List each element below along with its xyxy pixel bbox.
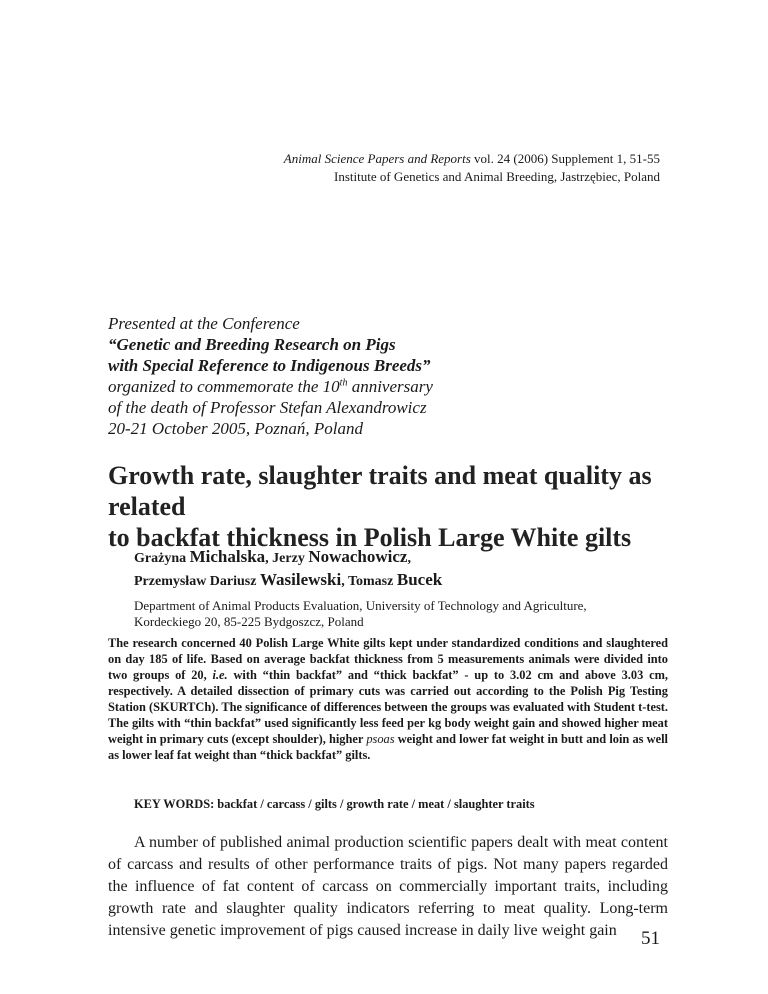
paper-title bbox=[108, 460, 688, 553]
author-separator: , bbox=[265, 551, 273, 566]
author-1-surname: Michalska bbox=[189, 547, 266, 566]
conference-line-2: “Genetic and Breeding Research on Pigs bbox=[108, 335, 396, 354]
author-4-surname: Bucek bbox=[396, 570, 443, 589]
journal-volume: vol. 24 (2006) Supplement 1, 51-55 bbox=[470, 151, 660, 166]
conference-line-5: of the death of Professor Stefan Alexandrowicz bbox=[108, 398, 427, 417]
conference-line-3: with Special Reference to Indigenous Breeds” bbox=[108, 356, 431, 375]
author-1-given: Grażyna bbox=[134, 551, 190, 566]
abstract-part-2: with “thin backfat” and “thick backfat” - up to 3.02 cm and above 3.03 cm, respectively. A detailed dissection of primary cuts was carried out according to the Polish Pig Testing Station (SKURTCh). The significance of differences between the groups was evaluated with Student t-test. The gilts with “thin backfat” used significantly less feed per kg body weight gain and showed higher meat weight in primary cuts (except shoulder), higher bbox=[108, 668, 668, 746]
conference-line-4 bbox=[108, 376, 668, 397]
affiliation-line-1: Department of Animal Products Evaluation, University of Technology and Agriculture, bbox=[134, 598, 587, 613]
conference-ordinal: th bbox=[339, 377, 348, 389]
journal-citation bbox=[284, 150, 660, 168]
body-paragraph: A number of published animal production scientific papers dealt with meat content of carcass and results of other performance traits of pigs. Not many papers regarded the influence of fat content of carcass on commercially important traits, including growth rate and slaughter quality indicators referring to meat quality. Long-term intensive genetic improvement of pigs caused increase in daily live weight gain bbox=[108, 834, 668, 939]
affiliation bbox=[134, 598, 694, 630]
author-3-surname: Wasilewski bbox=[259, 570, 342, 589]
affiliation-line-2: Kordeckiego 20, 85-225 Bydgoszcz, Poland bbox=[134, 614, 364, 629]
abstract-part-3: weight and lower fat weight in butt and loin as well as lower leaf fat weight than “thick backfat” gilts. bbox=[108, 732, 668, 762]
journal-institute: Institute of Genetics and Animal Breeding, Jastrzębiec, Poland bbox=[334, 169, 660, 184]
abstract-ie: i.e. bbox=[212, 668, 228, 682]
author-separator: , bbox=[341, 574, 348, 589]
page-number: 51 bbox=[641, 928, 660, 949]
author-2-given: Jerzy bbox=[272, 551, 309, 566]
abstract bbox=[108, 635, 668, 763]
conference-line-4-tail: anniversary bbox=[347, 377, 433, 396]
conference-line-4-text: organized to commemorate the 10 bbox=[108, 377, 340, 396]
author-line-2 bbox=[134, 569, 694, 592]
author-2-surname: Nowachowicz bbox=[308, 547, 408, 566]
conference-line-1: Presented at the Conference bbox=[108, 314, 300, 333]
author-3-given: Przemysław Dariusz bbox=[134, 574, 260, 589]
key-words: KEY WORDS: backfat / carcass / gilts / growth rate / meat / slaughter traits bbox=[134, 797, 535, 811]
author-separator: , bbox=[407, 551, 411, 566]
author-line-1 bbox=[134, 546, 694, 569]
title-line-1: Growth rate, slaughter traits and meat quality as related bbox=[108, 461, 652, 521]
title-line-2: to backfat thickness in Polish Large White gilts bbox=[108, 523, 632, 552]
journal-name: Animal Science Papers and Reports bbox=[283, 151, 471, 166]
abstract-psoas: psoas bbox=[366, 732, 395, 746]
journal-header bbox=[284, 150, 660, 186]
author-list bbox=[134, 546, 694, 592]
abstract-part-1: The research concerned 40 Polish Large White gilts kept under standardized conditions and slaughtered on day 185 of life. Based on average backfat thickness from 5 measurements animals were divided into two groups of 20, bbox=[108, 636, 668, 682]
conference-line-6: 20-21 October 2005, Poznań, Poland bbox=[108, 419, 363, 438]
author-4-given: Tomasz bbox=[347, 574, 397, 589]
conference-note bbox=[108, 313, 668, 439]
